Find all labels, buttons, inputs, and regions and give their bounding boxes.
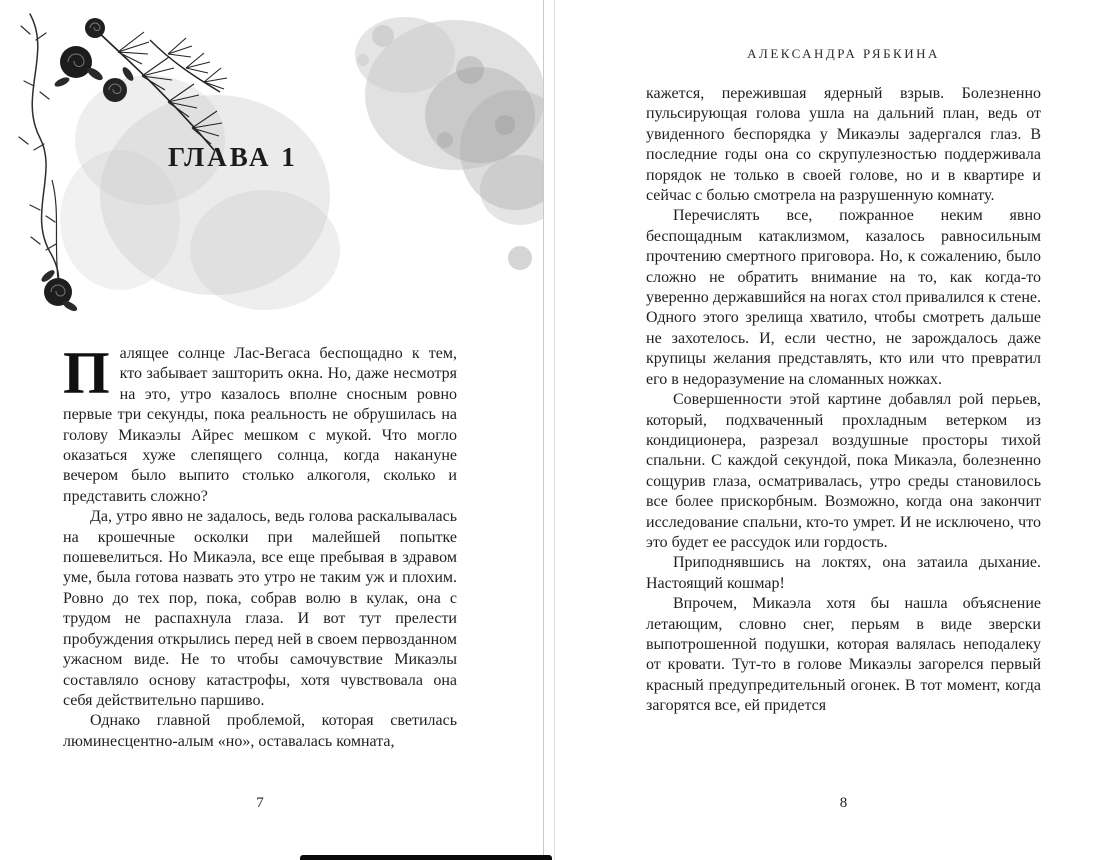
paragraph: Перечислять все, пожранное неким явно беспощадным катаклизмом, казалось равносильным прочтению смертного приговора. Но, к сожалению, было сложно не обратить внимание на то, как когда-то уверенно державшийся на ногах стол привалился к стене. Одного этого зрелища хватило, чтобы смотреть дальше не захотелось. И, если честно, не зарождалось даже крупицы желания представлять, кто или что превратил его в недоразумение на сломанных ножках. [646, 207, 1041, 388]
paragraph: Совершенности этой картине добавлял рой перьев, который, подхваченный прохладным ветерком из кондиционера, разрезал воздушные просторы тихой спальни. С каждой секундой, пока Микаэла, болезненно сощурив глаза, осматривалась, утро среды становилось все более прискорбным. Возможно, когда она закончит исследование спальни, кто-то умрет. И не исключено, что это будет ее рассудок или гордость. [646, 391, 1041, 551]
left-page [0, 0, 543, 860]
watercolor-blob-right [355, 17, 543, 270]
paragraph [63, 340, 457, 507]
paragraph: Да, утро явно не задалось, ведь голова раскалывалась на крошечные осколки при малейшей попытке пошевелиться. Но Микаэла, все еще пребывая в здравом уме, была готова назвать это утро не таким уж и плохим. Ровно до тех пор, пока, собрав волю в кулак, она с трудом не распахнула глаза. И вот тут прелести пробуждения открылись перед ней в своем первозданном ужасном виде. Не то чтобы самочувствие Микаэлы составляло основу катастрофы, хотя чувствовала она себя действительно паршиво. [63, 508, 457, 709]
chapter-art [0, 0, 543, 350]
right-page-text [646, 84, 1041, 717]
page-number: 7 [256, 795, 264, 811]
page-gutter [543, 0, 555, 860]
page-number: 8 [839, 795, 848, 811]
left-page-text [63, 340, 457, 752]
chapter-ornament [0, 0, 543, 350]
paragraph: Впрочем, Микаэла хотя бы нашла объяснение летающим, словно снег, перьям в виде зверски выпотрошенной подушки, которая валялась неподалеку от кровати. Тут-то в голове Микаэлы загорелся первый красный предупредительный огонек. В тот момент, когда загорятся все, ей придется [646, 595, 1041, 715]
reader-progress-bar[interactable] [300, 855, 552, 860]
chapter-title: ГЛАВА 1 [168, 142, 298, 172]
paragraph: Приподнявшись на локтях, она затаила дыхание. Настоящий кошмар! [646, 554, 1041, 592]
watercolor-blob-left [60, 75, 340, 310]
paragraph: кажется, пережившая ядерный взрыв. Болезненно пульсирующая голова ушла на дальний план, ведь от увиденного беспорядка у Микаэлы задергался глаз. В последние годы она со скрупулезностью поддерживала порядок не только в своей голове, но и в квартире и сейчас с болью смотрела на разрушенную комнату. [646, 85, 1041, 205]
drop-cap: П [63, 340, 110, 406]
paragraph-text: алящее солнце Лас-Вегаса беспощадно к тем, кто забывает зашторить окна. Но, даже несмотря на это, утро казалось вполне сносным ровно первые три секунды, пока реальность не обрушилась на голову Микаэлы Айрес мешком с мукой. Что могло оказаться хуже слепящего солнца, когда накануне вечером было выпито столько алкоголя, сколько и представить сложно? [63, 345, 457, 505]
paragraph: Однако главной проблемой, которая светилась люминесцентно-алым «но», оставалась комната, [63, 712, 457, 750]
right-page [555, 0, 1098, 860]
running-header: АЛЕКСАНДРА РЯБКИНА [747, 46, 940, 61]
thorn-branch-art [19, 14, 59, 290]
